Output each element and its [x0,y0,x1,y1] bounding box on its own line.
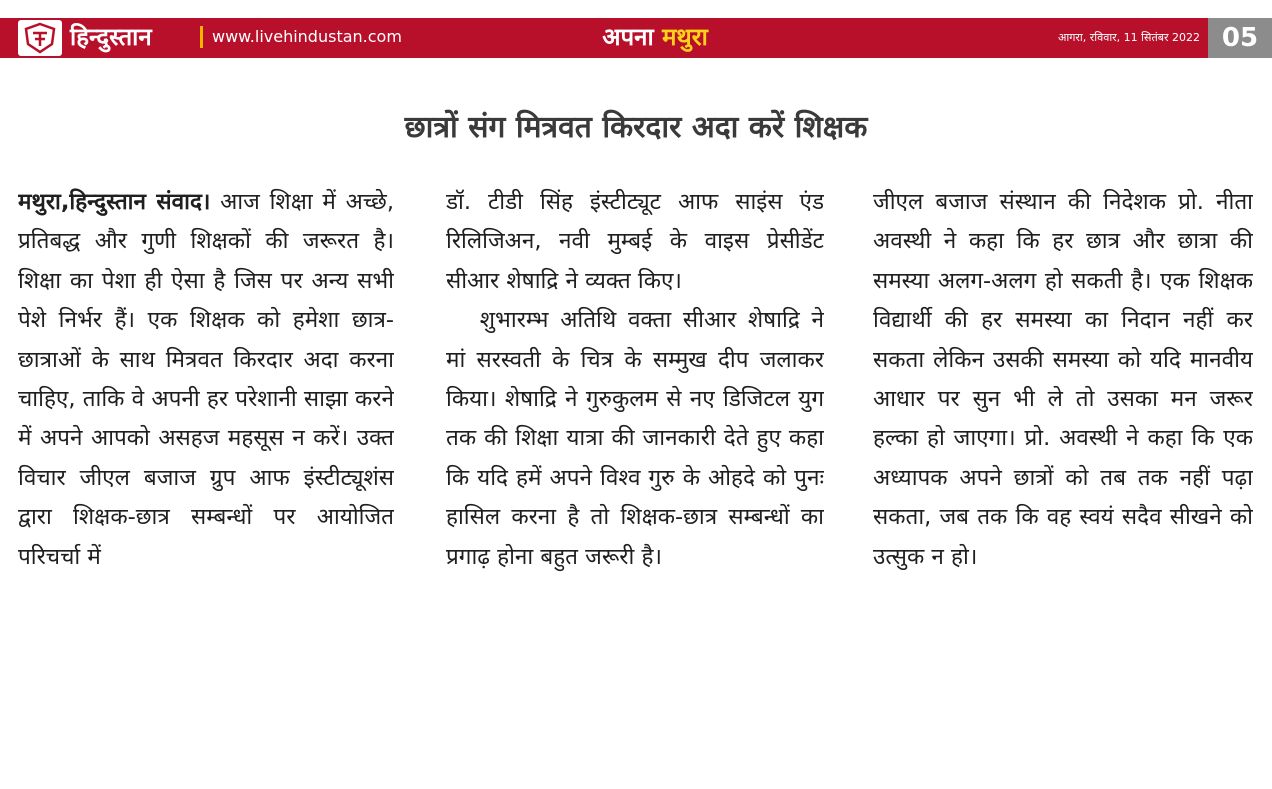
column-1-paragraph [18,183,394,577]
article-column-3 [873,183,1253,783]
section-title [530,20,780,54]
page-number: 05 [1208,18,1272,58]
section-title-part2: मथुरा [662,23,708,51]
column-2-paragraph-1: डॉ. टीडी सिंह इंस्टीट्यूट आफ साइंस एंड रिलिजिअन, नवी मुम्बई के वाइस प्रेसीडेंट सीआर शेषाद्रि ने व्यक्त किए। [446,189,824,294]
brand-name: हिन्दुस्तान [70,23,152,51]
website-url[interactable]: www.livehindustan.com [212,27,402,46]
hindustan-logo-icon [18,20,62,56]
column-3-paragraph: जीएल बजाज संस्थान की निदेशक प्रो. नीता अवस्थी ने कहा कि हर छात्र और छात्रा की समस्या अलग-अलग हो सकती है। एक शिक्षक विद्यार्थी की हर समस्या का निदान नहीं कर सकता लेकिन उसकी समस्या को यदि मानवीय आधार पर सुन भी ले तो उसका मन जरूर हल्का हो जाएगा। प्रो. अवस्थी ने कहा कि एक अध्यापक अपने छात्रों को तब तक नहीं पढ़ा सकता, जब तक कि वह स्वयं सदैव सीखने को उत्सुक न हो। [873,189,1253,570]
article-headline: छात्रों संग मित्रवत किरदार अदा करें शिक्षक [404,110,868,145]
logo-shield-icon [23,22,57,54]
byline: मथुरा,हिन्दुस्तान संवाद। [18,189,211,215]
masthead-separator [200,26,203,48]
column-1-text: आज शिक्षा में अच्छे, प्रतिबद्ध और गुणी शिक्षकों की जरूरत है। शिक्षा का पेशा ही ऐसा है जिस पर अन्य सभी पेशे निर्भर हैं। एक शिक्षक को हमेशा छात्र-छात्राओं के साथ मित्रवत किरदार अदा करना चाहिए, ताकि वे अपनी हर परेशानी साझा करने में अपने आपको असहज महसूस न करें। उक्त विचार जीएल बजाज ग्रुप आफ इंस्टीट्यूशंस द्वारा शिक्षक-छात्र सम्बन्धों पर आयोजित परिचर्चा में [18,189,394,570]
column-2-paragraph-2: शुभारम्भ अतिथि वक्ता सीआर शेषाद्रि ने मां सरस्वती के चित्र के सम्मुख दीप जलाकर किया। शेषाद्रि ने गुरुकुलम से नए डिजिटल युग तक की शिक्षा यात्रा की जानकारी देते हुए कहा कि यदि हमें अपने विश्व गुरु के ओहदे को पुनः हासिल करना है तो शिक्षक-छात्र सम्बन्धों का प्रगाढ़ होना बहुत जरूरी है। [446,307,824,570]
article-column-2 [446,183,824,783]
masthead-bar [0,18,1272,58]
article-column-1 [18,183,394,783]
section-title-part1: अपना [602,23,654,51]
dateline: आगरा, रविवार, 11 सितंबर 2022 [1057,31,1200,44]
